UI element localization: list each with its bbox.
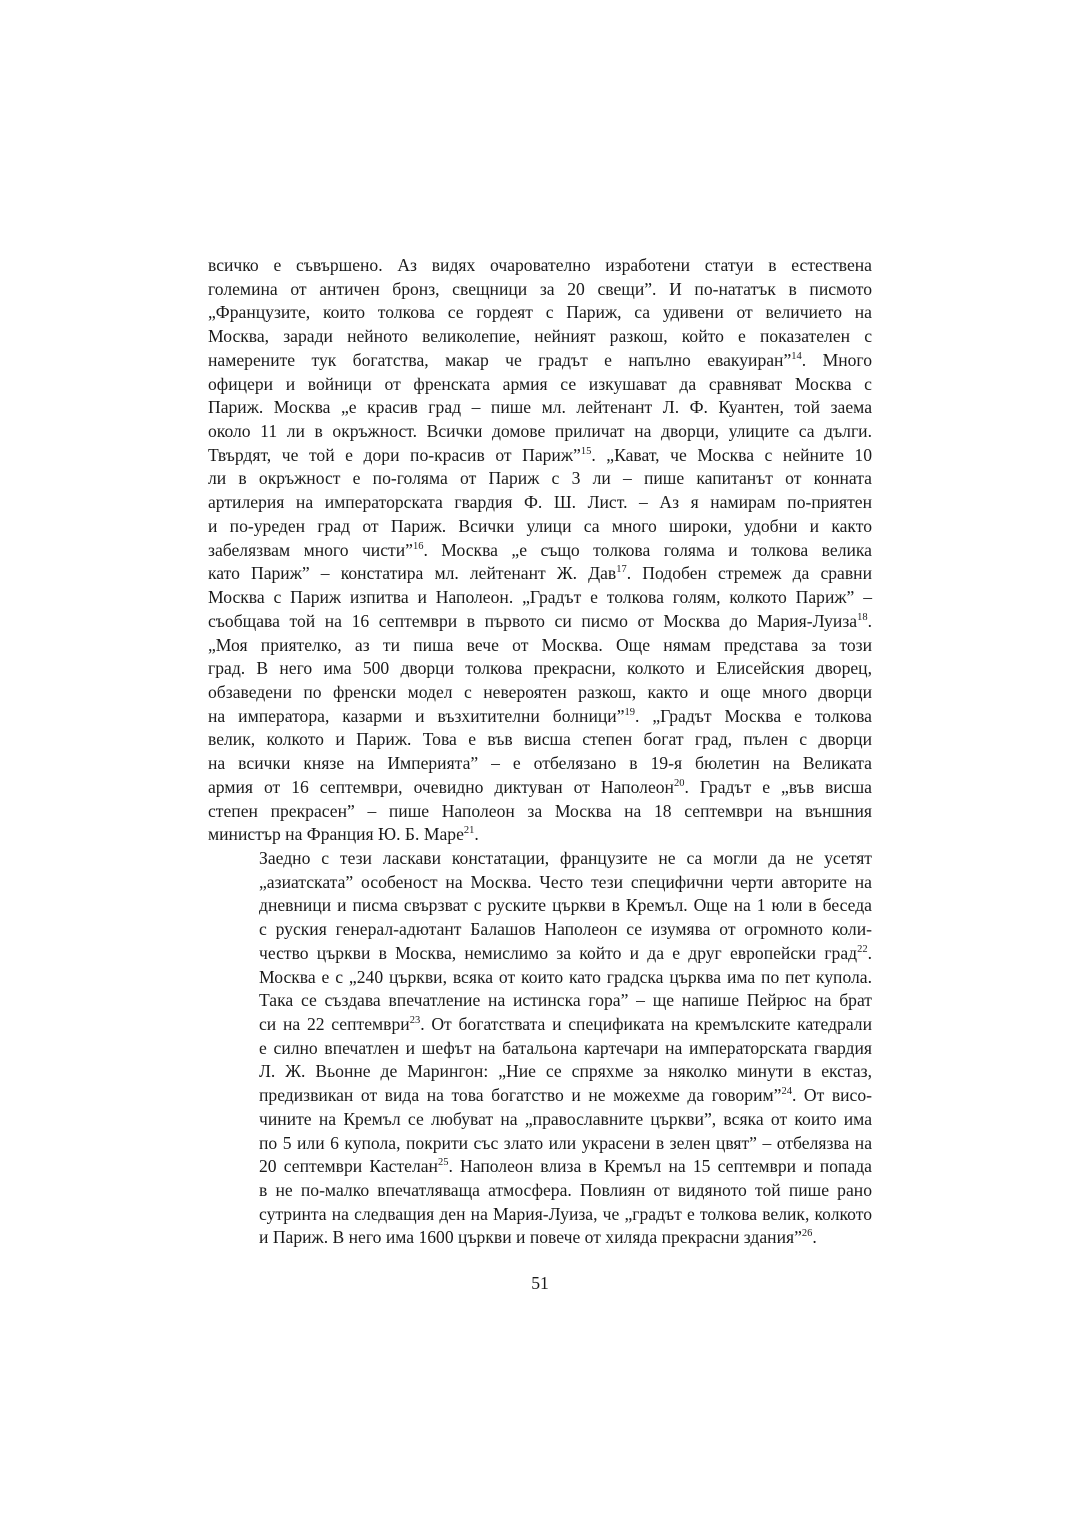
text-line: [208, 1108, 872, 1132]
footnote-reference: 25: [437, 1157, 449, 1169]
text-line: [208, 610, 872, 634]
text-segment: . Градът е „във висша: [684, 776, 872, 797]
text-segment: . От богатствата и спецификата на кремълските катедрали: [420, 1014, 872, 1034]
text-segment: .: [867, 610, 872, 631]
text-line: [208, 752, 872, 776]
text-line: [208, 1226, 872, 1250]
text-segment: големина от античен бронз, свещници за 20 свещи”. И по-нататък в писмото: [208, 278, 872, 299]
text-segment: . Много: [801, 349, 872, 370]
text-segment: на императора, казарми и възхитителни болници”: [208, 705, 625, 726]
text-segment: Твърдят, че той е дори по-красив от Париж”: [208, 444, 581, 465]
text-segment: обзаведени по френски модел с невероятен разкош, както и още много дворци: [208, 681, 872, 702]
text-line: [208, 1203, 872, 1227]
text-segment: в не по-малко впечатляваща атмосфера. Повлиян от видяното той пише рано: [259, 1180, 872, 1201]
text-line: [208, 349, 872, 373]
text-segment: .: [474, 824, 479, 845]
text-line: [208, 657, 872, 681]
text-line: [208, 1179, 872, 1203]
text-line: [208, 1037, 872, 1061]
text-line: [208, 420, 872, 444]
text-line: [208, 776, 872, 800]
text-segment: Москва, заради нейното великолепие, нейният разкош, който е показателен с: [208, 326, 872, 347]
text-line: [208, 396, 872, 420]
text-line: [208, 373, 872, 397]
text-segment: „Моя приятелко, аз ти пиша вече от Москва. Още нямам представа за този: [208, 634, 872, 655]
text-segment: по 5 или 6 купола, покрити със злато или украсени в зелен цвят” – отбелязва на: [259, 1132, 872, 1153]
text-segment: . „Кават, че Москва с нейните 10: [591, 444, 873, 465]
text-line: [208, 728, 872, 752]
text-line: [208, 966, 872, 990]
text-line: [208, 1155, 872, 1179]
text-segment: артилерия на императорската гвардия Ф. Ш. Лист. – Аз я намирам по-приятен: [208, 492, 872, 513]
text-segment: си на 22 септември: [259, 1014, 410, 1034]
text-line: [208, 467, 872, 491]
text-line: [208, 586, 872, 610]
text-line: [208, 325, 872, 349]
text-line: [208, 989, 872, 1013]
text-segment: . От висо-: [791, 1085, 873, 1106]
text-segment: офицери и войници от френската армия се изкушават да сравняват Москва с: [208, 373, 872, 394]
text-segment: съобщава той на 16 септември в първото си писмо от Москва до Мария-Луиза: [208, 610, 858, 631]
text-segment: сутринта на следващия ден на Мария-Луиза, че „градът е толкова велик, колкото: [259, 1203, 872, 1224]
text-segment: намерените тук богатства, макар че градът е напълно евакуиран”: [208, 349, 792, 370]
text-segment: . Наполеон влиза в Кремъл на 15 септември и попада: [448, 1156, 872, 1177]
footnote-reference: 14: [791, 350, 802, 362]
footnote-reference: 21: [463, 825, 475, 837]
footnote-reference: 19: [624, 706, 636, 718]
text-segment: град. В него има 500 дворци толкова прекрасни, колкото и Елисейския дворец,: [208, 658, 872, 679]
footnote-reference: 22: [857, 943, 868, 955]
text-segment: около 11 ли в окръжност. Всички домове приличат на дворци, улиците са дълги.: [208, 421, 872, 442]
footnote-reference: 17: [616, 564, 627, 576]
text-line: [208, 705, 872, 729]
text-segment: предизвикан от вида на това богатство и не можехме да говорим”: [259, 1085, 782, 1106]
text-line: [208, 1013, 872, 1037]
text-segment: като Париж” – констатира мл. лейтенант Ж. Дав: [208, 563, 617, 584]
footnote-reference: 24: [781, 1086, 792, 1098]
text-line: [208, 491, 872, 515]
page-number: 51: [531, 1273, 549, 1293]
text-segment: забелязвам много чисти”: [208, 539, 413, 560]
text-segment: дневници и писма свързват с руските църкви в Кремъл. Още на 1 юли в беседа: [259, 895, 872, 916]
text-line: [208, 301, 872, 325]
text-segment: „азиатската” особеност на Москва. Често тези специфични черти авторите на: [259, 871, 872, 892]
text-line: [208, 894, 872, 918]
text-segment: .: [867, 942, 872, 963]
text-line: [208, 515, 872, 539]
text-segment: степен прекрасен” – пише Наполеон за Москва на 18 септември на външния: [208, 800, 872, 821]
footnote-reference: 18: [857, 611, 868, 623]
text-segment: министър на Франция Ю. Б. Маре: [208, 824, 464, 845]
text-line: [208, 800, 872, 824]
text-segment: .: [812, 1227, 817, 1248]
text-segment: и Париж. В него има 1600 църкви и повече от хиляда прекрасни здания”: [259, 1227, 802, 1248]
text-segment: . „Градът Москва е толкова: [635, 705, 872, 726]
text-segment: Париж. Москва „е красив град – пише мл. лейтенант Л. Ф. Куантен, той заема: [208, 397, 872, 418]
text-line: [208, 278, 872, 302]
text-segment: всичко е съвършено. Аз видях очарователно изработени статуи в естествена: [208, 255, 872, 275]
text-segment: чините на Кремъл се любуват на „православните църкви”, всяка от които има: [259, 1108, 872, 1129]
text-line: [208, 847, 872, 871]
text-segment: чество църкви в Москва, немислимо за който и да е друг европейски град: [259, 942, 858, 963]
text-segment: велик, колкото и Париж. Това е във висша степен богат град, пълен с дворци: [208, 729, 872, 750]
text-segment: . Подобен стремеж да сравни: [626, 563, 872, 584]
text-line: [208, 1060, 872, 1084]
text-segment: Заедно с тези ласкави констатации, французите не са могли да не усетят: [259, 847, 872, 868]
text-line: [208, 681, 872, 705]
footnote-reference: 15: [580, 445, 592, 457]
text-segment: Л. Ж. Вьонне де Марингон: „Ние се спряхме за няколко минути в екстаз,: [259, 1061, 872, 1082]
text-segment: . Москва „е също толкова голяма и толкова велика: [423, 539, 872, 560]
text-segment: Москва с Париж изпитва и Наполеон. „Градът е толкова голям, колкото Париж” –: [208, 587, 872, 608]
text-line: [208, 871, 872, 895]
footnote-reference: 26: [801, 1228, 813, 1240]
footnote-reference: 23: [409, 1015, 421, 1026]
text-line: [208, 918, 872, 942]
footnote-reference: 20: [673, 777, 685, 789]
footnote-reference: 16: [412, 540, 424, 552]
text-line: [208, 1132, 872, 1156]
text-segment: на всички князе на Империята” – е отбелязано в 19-я бюлетин на Великата: [208, 753, 872, 774]
text-segment: ли в окръжност е по-голяма от Париж с 3 ли – пише капитанът от конната: [208, 468, 872, 489]
text-segment: Така се създава впечатление на истинска гора” – ще напише Пейрюс на брат: [259, 990, 872, 1011]
text-segment: 20 септември Кастелан: [259, 1156, 438, 1177]
text-line: [208, 539, 872, 563]
text-line: [208, 942, 872, 966]
text-segment: армия от 16 септември, очевидно диктуван от Наполеон: [208, 776, 674, 797]
text-segment: и по-уреден град от Париж. Всички улици са много широки, удобни и както: [208, 515, 872, 536]
text-line: [208, 444, 872, 468]
paragraph: [208, 254, 872, 847]
text-line: [208, 823, 872, 847]
body-text: [208, 254, 872, 1250]
text-segment: „Французите, които толкова се гордеят с Париж, са удивени от величието на: [208, 302, 872, 323]
paragraph: [208, 847, 872, 1250]
text-line: [208, 634, 872, 658]
text-segment: е силно впечатлен и шефът на батальона картечари на императорската гвардия: [259, 1037, 872, 1058]
text-segment: Москва е с „240 църкви, всяка от които като градска църква има по пет купола.: [259, 966, 872, 987]
text-segment: с руския генерал-адютант Балашов Наполеон се изумява от огромното коли-: [259, 919, 872, 940]
text-line: [208, 254, 872, 278]
text-line: [208, 562, 872, 586]
text-line: [208, 1084, 872, 1108]
